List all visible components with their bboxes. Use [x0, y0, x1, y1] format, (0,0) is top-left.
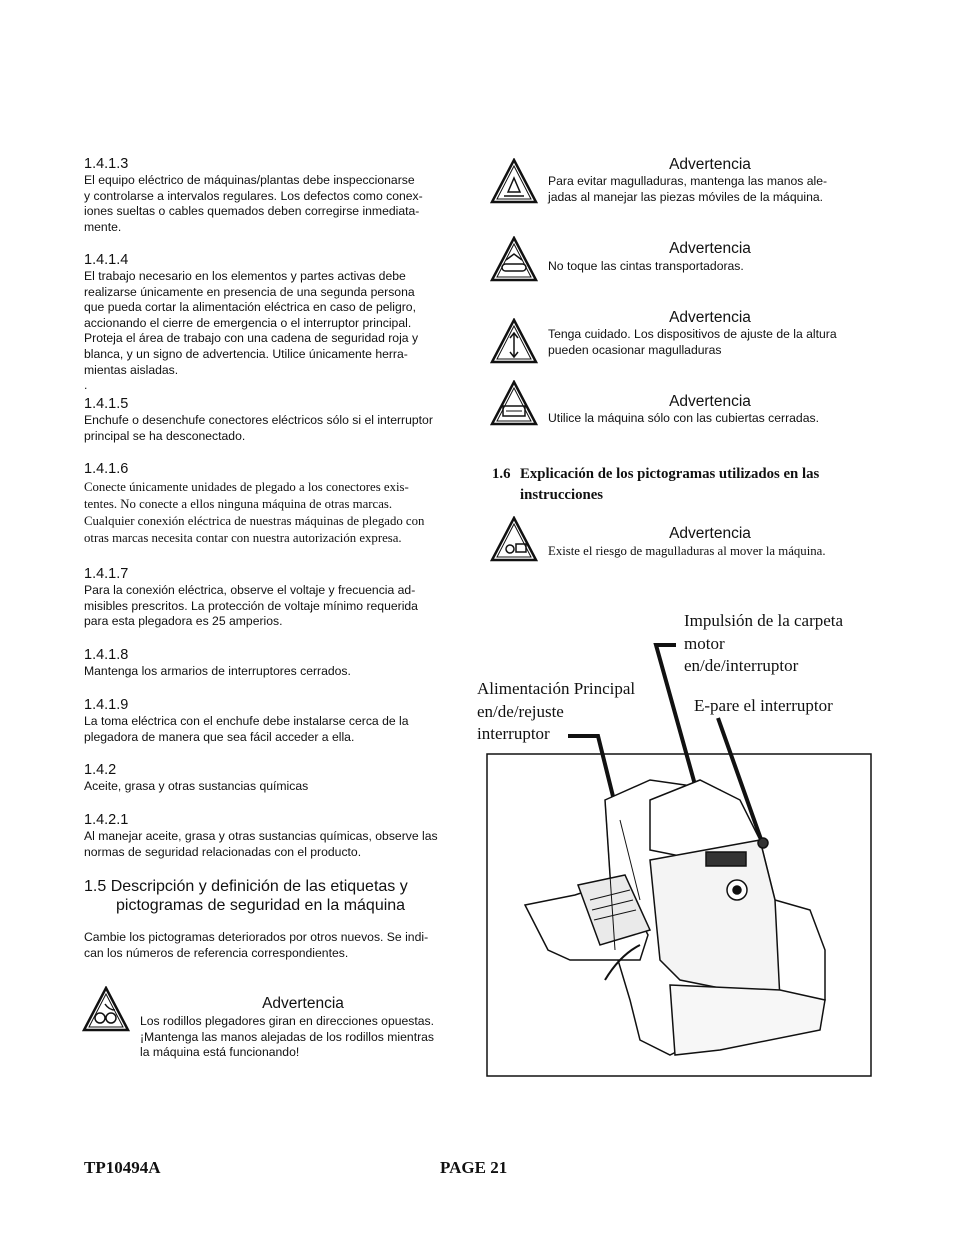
section-1-4-1-8-number: 1.4.1.8	[84, 647, 129, 663]
heading-1-6-line2: instrucciones	[520, 487, 604, 503]
section-1-4-2-1-number: 1.4.2.1	[84, 812, 129, 828]
heading-1-5-line1: 1.5 Descripción y definición de las etiquetas y	[84, 878, 408, 895]
warning-text: Para evitar magulladuras, mantenga las manos ale- jadas al manejar las piezas móviles de la máquina.	[548, 174, 828, 204]
warning-title: Advertencia	[669, 309, 751, 326]
warning-title: Advertencia	[669, 525, 751, 542]
heading-1-5-text: Cambie los pictogramas deteriorados por otros nuevos. Se indi- can los números de referencia correspondientes.	[84, 930, 429, 960]
section-1-4-1-4-number: 1.4.1.4	[84, 252, 129, 268]
section-1-4-1-9-number: 1.4.1.9	[84, 697, 129, 713]
section-1-4-1-5-text: Enchufe o desenchufe conectores eléctricos sólo si el interruptor principal se ha desconectado.	[84, 413, 433, 443]
section-1-4-1-7-text: Para la conexión eléctrica, observe el voltaje y frecuencia ad- misibles prescritos. La protección de voltaje mínimo requerida para esta plegadora es 25 amperios.	[84, 583, 418, 629]
warning-text: Tenga cuidado. Los dispositivos de ajuste de la altura pueden ocasionar magulladuras	[548, 327, 837, 357]
warning-text: Los rodillos plegadores giran en direcciones opuestas. ¡Mantenga las manos alejadas de los rodillos mientras la máquina está funcionando!	[140, 1014, 435, 1059]
section-1-4-2-1-text: Al manejar aceite, grasa y otras sustancias químicas, observe las normas de seguridad relacionadas con el producto.	[84, 829, 438, 859]
warning-title: Advertencia	[669, 393, 751, 410]
heading-1-5-line2: pictogramas de seguridad en la máquina	[116, 897, 406, 914]
page-number: PAGE 21	[440, 1158, 508, 1177]
section-1-4-1-7-number: 1.4.1.7	[84, 566, 129, 582]
section-1-4-1-9-text: La toma eléctrica con el enchufe debe instalarse cerca de la plegadora de manera que sea fácil acceder a ella.	[84, 714, 409, 744]
warning-text: Existe el riesgo de magulladuras al mover la máquina.	[548, 544, 826, 558]
warning-title: Advertencia	[669, 240, 751, 257]
section-1-4-1-4-text: El trabajo necesario en los elementos y partes activas debe realizarse únicamente en presencia de una segunda persona que pueda cortar la alimentación eléctrica en caso de peligro, accionando el cierre de emergencia o el interruptor principal. Proteja el área de trabajo con una cadena de seguridad roja y blanca, y un signo de advertencia. Utilice únicamente herra- mientas aisladas.	[84, 269, 419, 377]
warning-text: No toque las cintas transportadoras.	[548, 259, 744, 273]
callout-estop-switch: E-pare el interruptor	[694, 696, 833, 715]
section-1-4-1-3-text: El equipo eléctrico de máquinas/plantas debe inspeccionarse y controlarse a intervalos regulares. Los defectos como conex- iones sueltas o cables quemados deben corregirse inmediata- mente.	[84, 173, 423, 234]
heading-1-6-number: 1.6	[492, 466, 511, 482]
warning-title: Advertencia	[669, 156, 751, 173]
section-1-4-1-5-number: 1.4.1.5	[84, 396, 129, 412]
document-number: TP10494A	[84, 1158, 161, 1177]
callout-folder-drive-switch: Impulsión de la carpeta motor en/de/interruptor	[684, 611, 844, 675]
section-1-4-1-6-text: Conecte únicamente unidades de plegado a los conectores exis- tentes. No conecte a ellos ninguna máquina de otras marcas. Cualquier conexión eléctrica de nuestras máquinas de plegado con otras marcas necesita contar con nuestra autorización expresa.	[84, 480, 425, 545]
section-1-4-1-6-number: 1.4.1.6	[84, 461, 129, 477]
section-1-4-1-3-number: 1.4.1.3	[84, 156, 129, 172]
stray-dot: .	[84, 378, 88, 392]
warning-title: Advertencia	[262, 995, 344, 1012]
section-1-4-1-8-text: Mantenga los armarios de interruptores cerrados.	[84, 664, 351, 678]
section-1-4-2-text: Aceite, grasa y otras sustancias químicas	[84, 779, 309, 793]
section-1-4-2-number: 1.4.2	[84, 762, 117, 778]
callout-main-power-switch: Alimentación Principal en/de/rejuste interruptor	[477, 679, 636, 743]
heading-1-6-line1: Explicación de los pictogramas utilizados en las	[520, 466, 820, 482]
warning-text: Utilice la máquina sólo con las cubiertas cerradas.	[548, 411, 819, 425]
